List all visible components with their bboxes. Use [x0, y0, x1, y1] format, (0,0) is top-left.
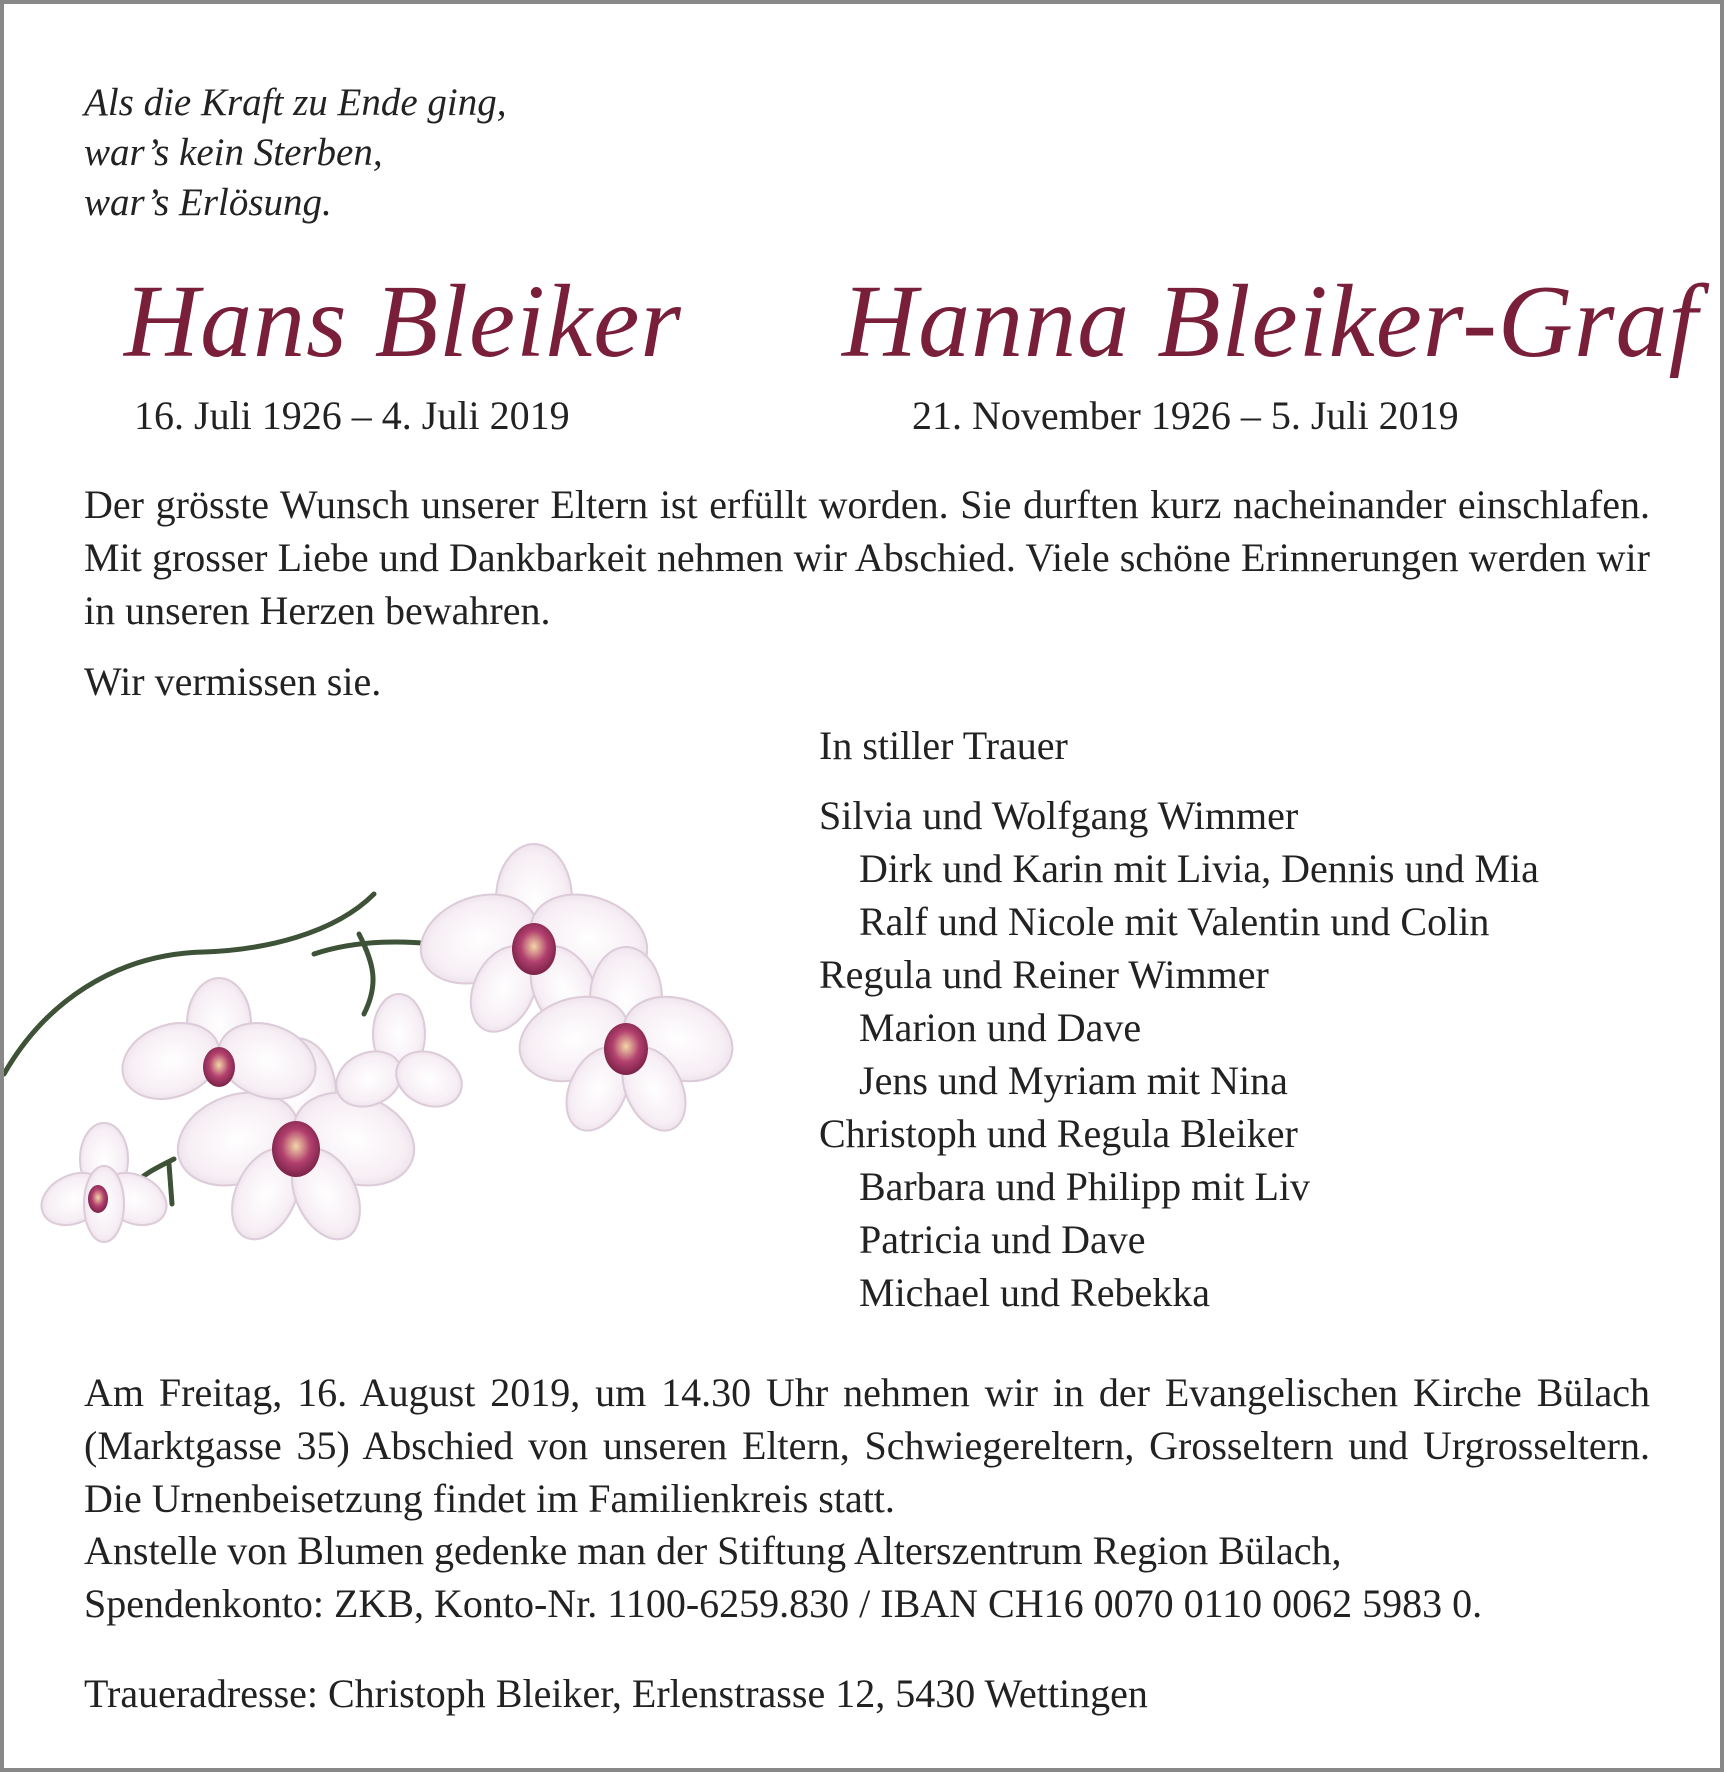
donation-paragraph [84, 1524, 1650, 1630]
donation-account-line: Spendenkonto: ZKB, Konto-Nr. 1100-6259.830 / IBAN CH16 0070 0110 0062 5983 0. [84, 1581, 1483, 1626]
mourning-address: Traueradresse: Christoph Bleiker, Erlenstrasse 12, 5430 Wettingen [84, 1671, 1148, 1716]
deceased-dates-hans: 16. Juli 1926 – 4. Juli 2019 [134, 393, 570, 438]
mourner-line: Barbara und Philipp mit Liv [859, 1164, 1311, 1209]
donation-line: Anstelle von Blumen gedenke man der Stiftung Alterszentrum Region Bülach, [84, 1528, 1342, 1573]
service-paragraph: Am Freitag, 16. August 2019, um 14.30 Uhr nehmen wir in der Evangelischen Kirche Bülach (Marktgasse 35) Abschied von unseren Eltern, Schwiegereltern, Grosseltern und Urgrosseltern. Die Urnenbeisetzung findet im Familienkreis statt. [84, 1370, 1650, 1521]
mourner-line: Christoph und Regula Bleiker [819, 1111, 1298, 1156]
orchid-branch-icon [4, 834, 764, 1284]
deceased-name-hans: Hans Bleiker [124, 264, 682, 379]
main-paragraph: Der grösste Wunsch unserer Eltern ist erfüllt worden. Sie durften kurz nacheinander einschlafen. Mit grosser Liebe und Dankbarkeit nehmen wir Abschied. Viele schöne Erinnerungen werden wir in unseren Herzen bewahren. [84, 482, 1650, 633]
motto [84, 78, 507, 228]
deceased-name-hanna: Hanna Bleiker-Graf [842, 264, 1699, 379]
mourner-line: Michael und Rebekka [859, 1270, 1210, 1315]
mourner-line: Regula und Reiner Wimmer [819, 952, 1269, 997]
mourners-list [819, 719, 1539, 1319]
mourner-line: Dirk und Karin mit Livia, Dennis und Mia [859, 846, 1539, 891]
deceased-dates-hanna: 21. November 1926 – 5. Juli 2019 [912, 393, 1459, 438]
motto-line: war’s kein Sterben, [84, 131, 383, 174]
mourner-line: Marion und Dave [859, 1005, 1142, 1050]
mourner-line: Silvia und Wolfgang Wimmer [819, 793, 1299, 838]
mourners-intro: In stiller Trauer [819, 723, 1068, 768]
motto-line: war’s Erlösung. [84, 181, 332, 224]
mourner-line: Patricia und Dave [859, 1217, 1146, 1262]
motto-line: Als die Kraft zu Ende ging, [84, 81, 507, 124]
mourner-line: Ralf und Nicole mit Valentin und Colin [859, 899, 1490, 944]
miss-paragraph: Wir vermissen sie. [84, 659, 382, 704]
mourner-line: Jens und Myriam mit Nina [859, 1058, 1288, 1103]
